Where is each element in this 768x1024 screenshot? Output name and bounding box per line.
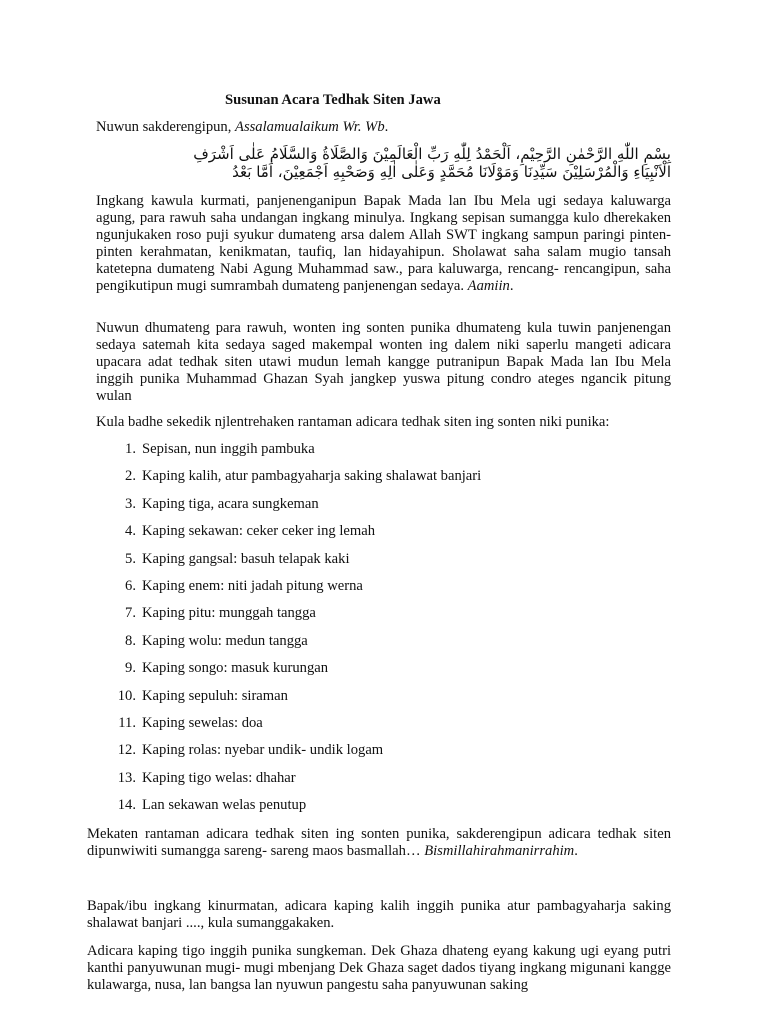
paragraph-opening <box>96 193 671 295</box>
list-text: Kaping wolu: medun tangga <box>142 632 308 649</box>
list-number: 7. <box>125 605 136 622</box>
list-number: 3. <box>125 495 136 512</box>
document-title: Susunan Acara Tedhak Siten Jawa <box>225 92 441 108</box>
aamiin-text: Aamiin <box>467 278 510 294</box>
list-text: Kaping gangsal: basuh telapak kaki <box>142 550 350 567</box>
list-number: 9. <box>125 660 136 677</box>
list-item <box>96 688 288 708</box>
paragraph-purpose: Nuwun dhumateng para rawuh, wonten ing sonten punika dhumateng kula tuwin panjenengan sedaya satemah kita sedaya saged makempal wonten ing dalem niki saperlu mangeti adicara upacara adat tedhak siten utawi mudun lemah kangge putranipun Bapak Mada lan Ibu Mela inggih punika Muhammad Ghazan Syah jangkep yuswa pitung condro ateges ngancik pitung wulan <box>96 320 671 404</box>
list-number: 11. <box>118 715 136 731</box>
list-text: Kaping pitu: munggah tangga <box>142 605 316 622</box>
list-number: 8. <box>125 632 136 649</box>
list-text: Kaping tiga, acara sungkeman <box>142 495 319 512</box>
list-intro: Kula badhe sekedik njlentrehaken rantaman adicara tedhak siten ing sonten niki punika: <box>96 414 610 430</box>
list-text: Sepisan, nun inggih pambuka <box>142 441 315 457</box>
paragraph-closing-text: Mekaten rantaman adicara tedhak siten ing sonten punika, sakderengipun adicara tedhak siten dipunwiwiti sumangga sareng- sareng maos basmallah… <box>87 826 671 859</box>
list-number: 5. <box>125 550 136 567</box>
list-item <box>96 715 263 735</box>
bismillah-text: Bismillahirahmanirrahim <box>424 843 575 859</box>
list-item <box>96 468 481 488</box>
list-item <box>96 441 315 461</box>
list-text: Lan sekawan welas penutup <box>142 797 307 814</box>
list-number: 13. <box>117 769 136 786</box>
list-text: Kaping kalih, atur pambagyaharja saking shalawat banjari <box>142 468 482 485</box>
list-item <box>96 578 363 598</box>
list-item <box>96 742 383 762</box>
list-number: 1. <box>125 441 136 457</box>
list-item <box>96 797 306 817</box>
list-item <box>96 633 308 653</box>
list-item <box>96 770 296 790</box>
list-number: 12. <box>117 742 136 759</box>
list-item <box>96 551 350 571</box>
list-number: 2. <box>125 468 136 485</box>
list-text: Kaping enem: niti jadah pitung werna <box>142 578 363 594</box>
list-item <box>96 660 328 680</box>
list-number: 6. <box>125 578 136 594</box>
list-number: 14. <box>117 797 136 814</box>
paragraph-closing-list <box>87 826 671 860</box>
list-text: Kaping tigo welas: dhahar <box>142 769 296 786</box>
paragraph-opening-end: . <box>509 278 514 294</box>
list-text: Kaping sepuluh: siraman <box>142 687 288 704</box>
greeting-line <box>96 119 388 136</box>
list-text: Kaping rolas: nyebar undik- undik logam <box>142 742 384 759</box>
paragraph-closing-end: . <box>574 843 578 859</box>
greeting-salam: Assalamualaikum Wr. Wb <box>235 119 385 135</box>
arabic-line-1: بِسْمِ اللّٰهِ الرَّحْمٰنِ الرَّحِيْمِ، اَلْحَمْدُ لِلّٰهِ رَبِّ الْعَالَمِيْنَ وَالصَّلَاةُ وَالسَّلَامُ عَلٰى اَشْرَفِ <box>193 145 671 163</box>
list-number: 10. <box>117 687 136 704</box>
list-item <box>96 523 375 543</box>
list-text: Kaping songo: masuk kurungan <box>142 660 329 677</box>
paragraph-opening-text: Ingkang kawula kurmati, panjenenganipun Bapak Mada lan Ibu Mela ugi sedaya kaluwarga agung, para rawuh saha undangan ingkang minulya. Ingkang sepisan sumangga kulo dherekaken ngunjukaken roso puji syukur dumateng arsa dalem Allah SWT ingkang sampun paringi pinten- pinten kerahmatan, kenikmatan, taufiq, lan hidayahipun. Sholawat saha salam mugio tansah katetepna dumateng Nabi Agung Muhammad saw., para kaluwarga, rencang- rencangipun, saha pengikutipun mugi sumrambah dumateng panjenengan sedaya. <box>96 193 671 294</box>
paragraph-third-agenda: Adicara kaping tigo inggih punika sungkeman. Dek Ghaza dhateng eyang kakung ugi eyang putri kanthi panyuwunan mugi- mugi mbenjang Dek Ghaza saget dados tiyang ingkang migunani kangge kulawarga, nusa, lan bangsa lan nyuwun pangestu saha panyuwunan saking <box>87 943 671 993</box>
list-text: Kaping sewelas: doa <box>142 715 263 731</box>
greeting-prefix: Nuwun sakderengipun, <box>96 119 236 135</box>
list-item <box>96 496 319 516</box>
greeting-suffix: . <box>384 119 389 135</box>
list-text: Kaping sekawan: ceker ceker ing lemah <box>142 523 375 540</box>
paragraph-second-agenda: Bapak/ibu ingkang kinurmatan, adicara kaping kalih inggih punika atur pambagyaharja saking shalawat banjari ...., kula sumanggakaken. <box>87 898 671 931</box>
list-item <box>96 605 316 625</box>
list-number: 4. <box>125 523 136 540</box>
arabic-line-2: الْاَنْبِيَاءِ وَالْمُرْسَلِيْنَ سَيِّدِنَا وَمَوْلَانَا مُحَمَّدٍ وَعَلٰى اٰلِهِ وَصَحْبِهِ اَجْمَعِيْنَ، اَمَّا بَعْدُ <box>232 163 671 181</box>
